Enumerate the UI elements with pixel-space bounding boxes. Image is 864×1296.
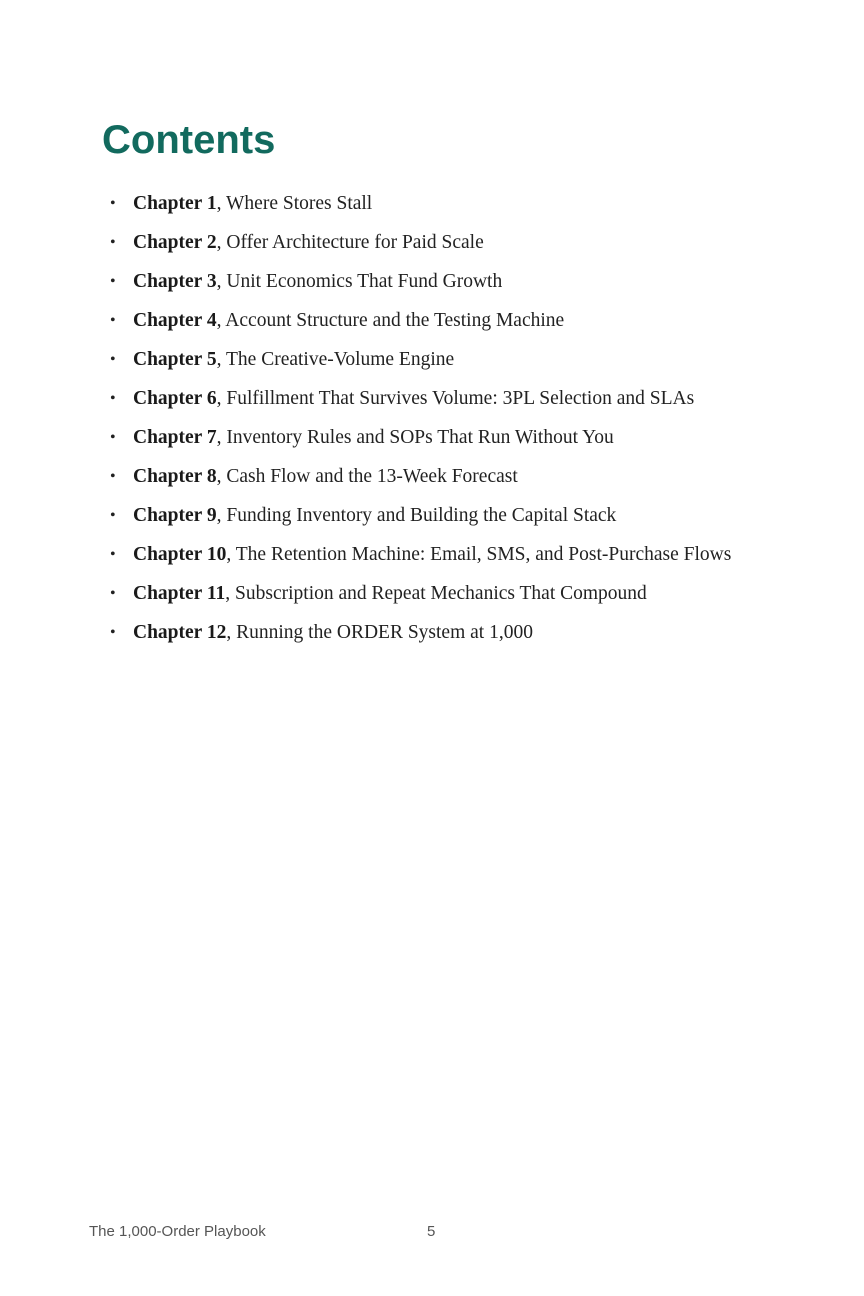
toc-item[interactable] xyxy=(110,344,770,375)
chapter-number: Chapter 4 xyxy=(133,310,217,331)
separator: , xyxy=(216,310,226,331)
chapter-title: Running the ORDER System at 1,000 xyxy=(236,622,533,643)
chapter-title: The Creative-Volume Engine xyxy=(226,349,455,370)
chapter-title: Unit Economics That Fund Growth xyxy=(226,271,503,292)
footer-page-number: 5 xyxy=(427,1223,436,1240)
chapter-title: Inventory Rules and SOPs That Run Without You xyxy=(226,427,614,448)
separator: , xyxy=(226,544,236,565)
toc-item[interactable] xyxy=(110,266,770,297)
bullet-icon: • xyxy=(110,429,116,446)
chapter-title: The Retention Machine: Email, SMS, and Post-Purchase Flows xyxy=(235,544,732,565)
footer-book-title: The 1,000-Order Playbook xyxy=(89,1223,266,1240)
toc-item[interactable] xyxy=(110,305,770,336)
toc-item[interactable] xyxy=(110,617,770,648)
table-of-contents xyxy=(110,188,770,656)
bullet-icon: • xyxy=(110,546,116,563)
chapter-number: Chapter 8 xyxy=(133,466,217,487)
chapter-title: Fulfillment That Survives Volume: 3PL Selection and SLAs xyxy=(226,388,695,409)
chapter-number: Chapter 11 xyxy=(133,583,226,604)
chapter-number: Chapter 9 xyxy=(133,505,217,526)
toc-item[interactable] xyxy=(110,500,770,531)
separator: , xyxy=(226,622,237,643)
separator: , xyxy=(216,193,227,214)
toc-item[interactable] xyxy=(110,422,770,453)
bullet-icon: • xyxy=(110,195,116,212)
chapter-title: Funding Inventory and Building the Capital Stack xyxy=(226,505,617,526)
bullet-icon: • xyxy=(110,234,116,251)
bullet-icon: • xyxy=(110,390,116,407)
chapter-number: Chapter 6 xyxy=(133,388,217,409)
chapter-title: Subscription and Repeat Mechanics That Compound xyxy=(235,583,647,604)
separator: , xyxy=(225,583,236,604)
toc-item[interactable] xyxy=(110,188,770,219)
bullet-icon: • xyxy=(110,624,116,641)
chapter-title: Where Stores Stall xyxy=(226,193,373,214)
chapter-number: Chapter 1 xyxy=(133,193,217,214)
bullet-icon: • xyxy=(110,468,116,485)
separator: , xyxy=(216,505,227,526)
separator: , xyxy=(216,271,227,292)
toc-item[interactable] xyxy=(110,539,770,570)
separator: , xyxy=(216,232,227,253)
toc-item[interactable] xyxy=(110,461,770,492)
toc-item[interactable] xyxy=(110,383,770,414)
separator: , xyxy=(216,466,227,487)
bullet-icon: • xyxy=(110,273,116,290)
chapter-number: Chapter 7 xyxy=(133,427,217,448)
separator: , xyxy=(216,388,227,409)
chapter-number: Chapter 12 xyxy=(133,622,227,643)
bullet-icon: • xyxy=(110,585,116,602)
chapter-number: Chapter 2 xyxy=(133,232,217,253)
chapter-title: Offer Architecture for Paid Scale xyxy=(226,232,484,253)
separator: , xyxy=(216,349,227,370)
toc-item[interactable] xyxy=(110,227,770,258)
chapter-title: Cash Flow and the 13-Week Forecast xyxy=(226,466,518,487)
chapter-number: Chapter 3 xyxy=(133,271,217,292)
bullet-icon: • xyxy=(110,507,116,524)
chapter-title: Account Structure and the Testing Machine xyxy=(225,310,565,331)
chapter-number: Chapter 10 xyxy=(133,544,227,565)
bullet-icon: • xyxy=(110,351,116,368)
separator: , xyxy=(216,427,227,448)
toc-item[interactable] xyxy=(110,578,770,609)
page-title: Contents xyxy=(102,118,276,162)
bullet-icon: • xyxy=(110,312,116,329)
chapter-number: Chapter 5 xyxy=(133,349,217,370)
